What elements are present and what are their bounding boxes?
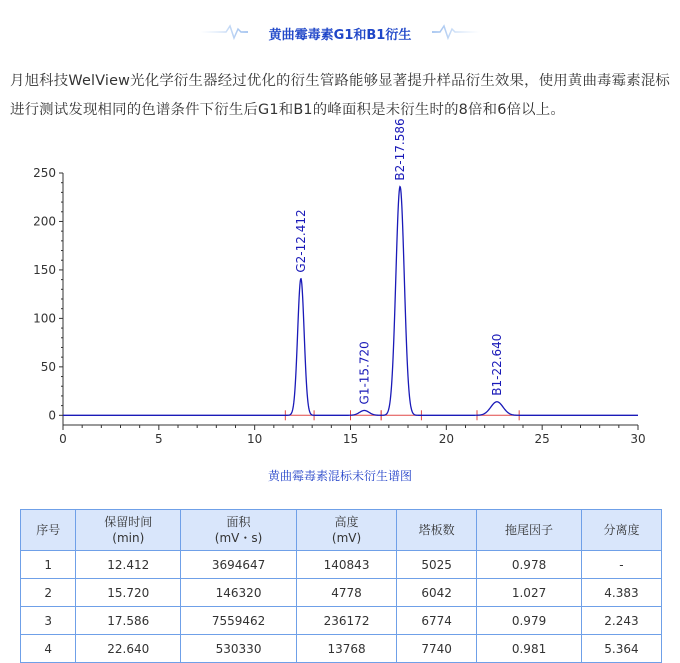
table-cell: 5.364 [581,635,661,663]
table-cell: 5025 [397,551,477,579]
table-cell: 22.640 [76,635,181,663]
x-tick-label: 30 [630,432,646,446]
table-row [21,551,662,579]
table-cell: - [581,551,661,579]
table-cell: 530330 [181,635,297,663]
intro-paragraph: 月旭科技WelView光化学衍生器经过优化的衍生管路能够显著提升样品衍生效果，使用黄曲毒霉素混标进行测试发现相同的色谱条件下衍生后G1和B1的峰面积是未衍生时的8倍和6倍以上。 [10,73,671,118]
table-cell: 12.412 [76,551,181,579]
x-tick-label: 25 [534,432,550,446]
table-cell: 3 [21,607,76,635]
y-tick-label: 250 [33,166,56,180]
peak-label: B1-22.640 [489,333,504,396]
y-tick-label: 50 [40,359,56,374]
table-cell: 7740 [397,635,477,663]
table-cell: 1.027 [477,579,582,607]
chart-caption: 黄曲霉毒素混标未衍生谱图 [267,469,412,483]
table-cell: 4778 [296,579,396,607]
y-tick-label: 200 [33,214,56,229]
table-cell: 6042 [397,579,477,607]
peak-label: G1-15.720 [357,341,372,405]
y-tick-label: 0 [48,408,56,423]
y-tick-label: 150 [33,262,56,277]
table-row [21,579,662,607]
results-table [20,509,662,663]
table-cell: 0.981 [477,635,582,663]
x-tick-label: 10 [247,432,263,446]
table-cell: 15.720 [76,579,181,607]
table-cell: 3694647 [181,551,297,579]
table-cell: 7559462 [181,607,297,635]
col-header: 拖尾因子 [477,510,582,551]
table-cell: 0.979 [477,607,582,635]
table-cell: 140843 [296,551,396,579]
table-cell: 4.383 [581,579,661,607]
peak-label: G2-12.412 [293,209,308,273]
x-tick-label: 0 [59,432,67,446]
table-cell: 1 [21,551,76,579]
x-tick-label: 20 [438,432,454,446]
table-header-row [21,510,662,551]
y-tick-label: 100 [33,311,56,326]
x-tick-label: 5 [155,432,163,446]
table-cell: 2.243 [581,607,661,635]
peak-label: B2-17.586 [393,118,408,181]
table-row [21,635,662,663]
col-header: 塔板数 [397,510,477,551]
table-cell: 236172 [296,607,396,635]
section-title: 黄曲霉毒素G1和B1衍生 [268,28,412,43]
section-title-bar [0,18,680,48]
table-row [21,607,662,635]
col-header: 序号 [21,510,76,551]
table-cell: 6774 [397,607,477,635]
table-cell: 4 [21,635,76,663]
col-header: 分离度 [581,510,661,551]
col-header: 面积 (mV・s) [181,510,297,551]
table-cell: 146320 [181,579,297,607]
col-header: 保留时间 (min) [76,510,181,551]
col-header: 高度 (mV) [296,510,396,551]
x-tick-label: 15 [342,432,359,446]
table-cell: 17.586 [76,607,181,635]
table-cell: 2 [21,579,76,607]
chromatogram-trace [63,187,638,416]
table-cell: 13768 [296,635,396,663]
table-cell: 0.978 [477,551,582,579]
chromatogram-chart [0,118,680,460]
